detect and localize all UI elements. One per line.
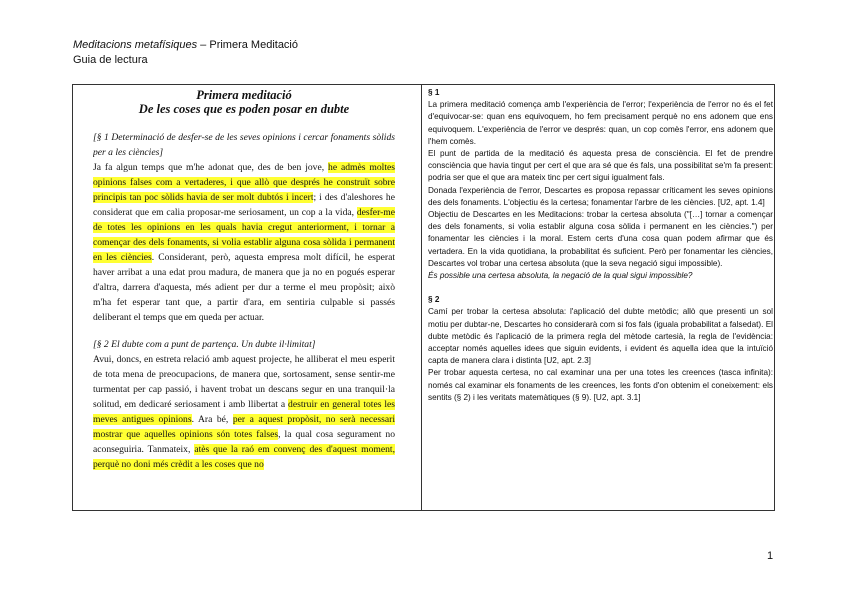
column-divider xyxy=(421,85,422,510)
commentary-s2-para: Per trobar aquesta certesa, no cal examinar una per una totes les creences (tasca infinita): només cal examinar els fonaments de les creences, les fonts d'on obtenim el coneixement: els sentits (§ 2) i les veritats matemàtiques (§ 9). [U2, apt. 3.1] xyxy=(428,368,773,402)
document-header xyxy=(73,38,298,68)
doc-title: Meditacions metafísiques – Primera Meditació xyxy=(73,39,298,51)
section-1-text xyxy=(93,160,395,325)
commentary-s1-heading: § 1 xyxy=(428,88,440,97)
doc-subtitle: Guia de lectura xyxy=(73,54,148,66)
text-run: ; i des d'aleshores he considerat que em calia proposar-me seriosament, un cop a la vida, xyxy=(93,192,395,218)
highlighted-text: he admès moltes opinions falses com a vertaderes, i que allò que després he construït sobre principis tan poc sòlids havia de ser molt dubtós i incert xyxy=(93,162,395,203)
commentary-column xyxy=(428,87,773,509)
commentary-s2-para: Camí per trobar la certesa absoluta: l'aplicació del dubte metòdic; allò que presenti un sol motiu per dubtar-ne, Descartes ho considerarà com si fos fals (iguala probabilitat a falsedat). El dubte metòdic és l'aplicació de la primera regla del mètode cartesià, la regla de l'evidència: acceptar només aquelles idees que siguin evidents, i evident és aquella idea que la intuïció capta de manera clara i distinta [U2, apt. 2.3] xyxy=(428,307,773,366)
text-run: . Considerant, però, aquesta empresa molt difícil, he esperat haver arribat a una edat prou madura, de manera que ja no en pogués esperar d'altra, darrera d'aquesta, més adient per dur a terme el meu propòsit; això m'ha fet esperar tant que, a partir d'ara, em sentiria culpable si passés deliberant el temps que em queda per actuar. xyxy=(93,252,395,323)
section-2-text xyxy=(93,352,395,472)
text-run: Avui, doncs, en estreta relació amb aquest projecte, he alliberat el meu esperit de tota mena de preocupacions, de manera que, sortosament, sense sentir-me turmentat per cap passió, i havent trobat un descans segur en una tranquil·la solitud, em dedicaré seriosament i amb llibertat a xyxy=(93,354,395,410)
section-2-heading: [§ 2 El dubte com a punt de partença. Un dubte il·limitat] xyxy=(93,339,316,350)
highlighted-text: destruir en general totes les meves antigues opinions xyxy=(93,399,395,425)
text-run: . Ara bé, xyxy=(191,414,233,425)
commentary-s1-para: La primera meditació comença amb l'experiència de l'error; l'experiència de l'error no és el fet d'equivocar-se: quan ens equivoquem, ho fem precisament perquè no ens adonem que ens equivoquem. L'experiència de l'error ve després: quan, un cop comès l'error, ens adonem que l'hem comès. xyxy=(428,100,773,146)
highlighted-text: atès que la raó em convenç des d'aquest moment, perquè no doni més crèdit a les coses que no xyxy=(93,444,395,470)
source-text-column xyxy=(93,88,395,508)
commentary-s1-question: És possible una certesa absoluta, la negació de la qual sigui impossible? xyxy=(428,271,693,281)
section-1-heading: [§ 1 Determinació de desfer-se de les seves opinions i cercar fonaments sòlids per a les ciències] xyxy=(93,132,395,158)
text-run: , la qual cosa segurament no aconseguiria. Tanmateix, xyxy=(93,429,395,455)
highlighted-text: desfer-me de totes les opinions en les quals havia cregut anteriorment, i tornar a començar des dels fonaments, si volia establir alguna cosa sòlida i permanent en les ciències xyxy=(93,207,395,263)
commentary-s2-heading: § 2 xyxy=(428,295,440,305)
meditation-subtitle: De les coses que es poden posar en dubte xyxy=(138,102,350,116)
text-run: Ja fa algun temps que m'he adonat que, des de ben jove, xyxy=(93,162,329,173)
page-number: 1 xyxy=(767,550,774,562)
reading-guide-table xyxy=(72,84,775,511)
highlighted-text: per a aquest propòsit, no serà necessari mostrar que aquelles opinions són totes falses xyxy=(93,414,395,440)
commentary-s1-para: Objectiu de Descartes en les Meditacions: trobar la certesa absoluta ("[…] tornar a començar des dels fonaments, si volia establir alguna cosa sòlida i permanent en les ciències.") per fonamentar les ciències i la moral. Estem certs d'una cosa quan podem afirmar que és vertadera. En la vida quotidiana, la probabilitat és suficient. Però per fonamentar les ciències, Descartes vol trobar una certesa absoluta (que la seva negació sigui impossible). xyxy=(428,210,773,268)
meditation-title: Primera meditació xyxy=(196,88,292,102)
commentary-s1-para: El punt de partida de la meditació és aquesta presa de consciència. El fet de prendre consciència que havia tingut per cert el que ara sé que és fals, una possibilitat se'm fa present: podria ser que el que ara mateix tinc per cert sigui igualment fals. xyxy=(428,149,773,183)
commentary-s1-para: Donada l'experiència de l'error, Descartes es proposa repassar críticament les seves opinions des dels fonaments. L'objectiu és la certesa; fonamentar l'arbre de les ciències. [U2, apt. 1.4] xyxy=(428,185,773,207)
